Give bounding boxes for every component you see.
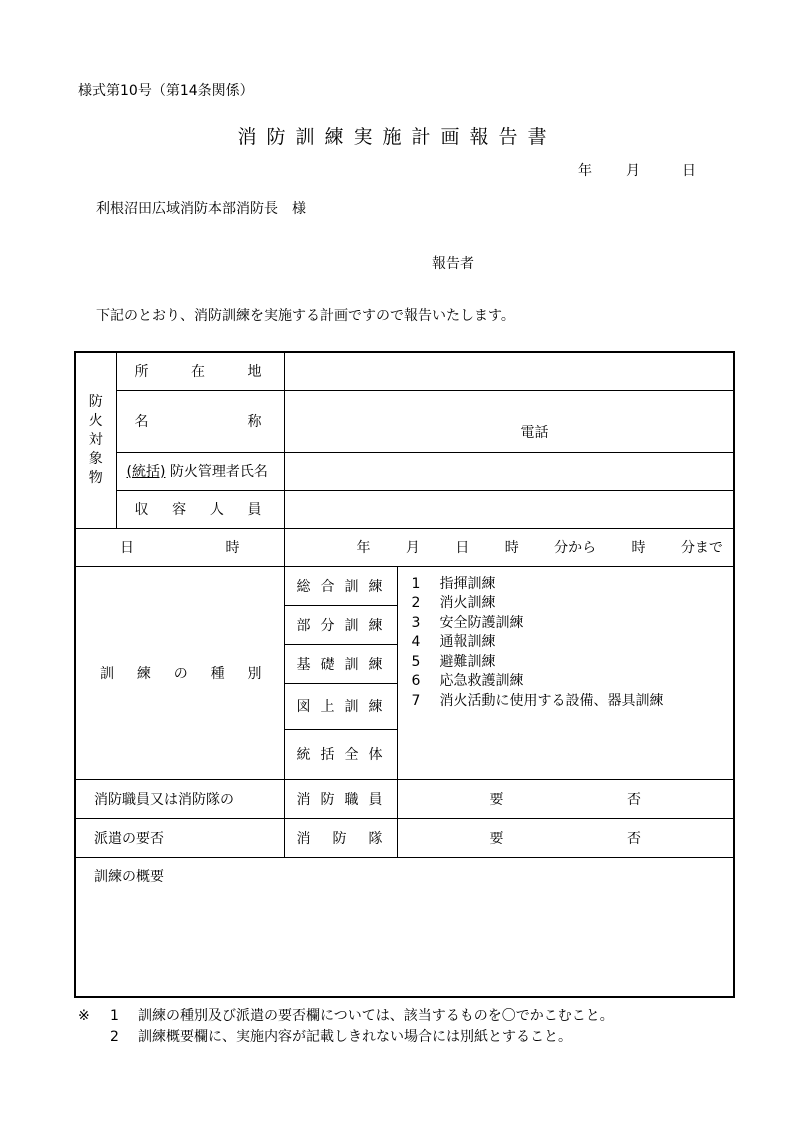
yes-option[interactable]: 要 [489,830,504,847]
list-item: 5 避難訓練 [411,653,496,670]
training-type-partial[interactable]: 部 分 訓 練 [284,605,397,644]
manager-label: (統括) 防火管理者氏名 [116,452,284,490]
note-item: ※ 1 訓練の種別及び派遣の要否欄については、該当するものを〇でかこむこと。 [78,1006,614,1027]
no-option[interactable]: 否 [627,791,641,808]
form-number: 様式第10号（第14条関係） [78,83,254,99]
training-summary-label: 訓練の概要 [94,868,164,885]
training-type-comprehensive[interactable]: 総 合 訓 練 [284,566,397,605]
report-table [74,351,735,998]
training-summary-field[interactable] [75,857,734,997]
location-label: 所 在 地 [116,352,284,390]
datetime-label: 日 時 [75,528,284,566]
fire-prevention-object-label: 防 火 対 象 物 [75,352,116,528]
name-label: 名 称 [116,390,284,452]
dispatch-label-line1: 消防職員又は消防隊の [75,779,284,818]
date-year-label: 年 [578,163,592,179]
list-item: 4 通報訓練 [411,634,496,650]
training-type-basic[interactable]: 基 礎 訓 練 [284,644,397,683]
phone-label: 電話 [520,424,549,441]
capacity-field[interactable] [284,490,734,528]
list-item: 1 指揮訓練 [411,575,496,592]
reporter-label: 報告者 [432,256,474,272]
notes [78,1006,614,1048]
list-item: 7 消火活動に使用する設備、器具訓練 [411,692,664,709]
intro-text: 下記のとおり、消防訓練を実施する計画ですので報告いたします。 [96,308,515,324]
dispatch-staff-label: 消 防 職 員 [284,779,397,818]
list-item: 2 消火訓練 [411,595,496,611]
document-title: 消防訓練実施計画報告書 [237,126,557,148]
training-kind-label: 訓 練 の 種 別 [75,566,284,779]
date-month-label: 月 [626,163,640,179]
list-item: 6 応急救護訓練 [411,673,524,689]
training-type-overall[interactable]: 統 括 全 体 [284,729,397,779]
dispatch-label-line2: 派遣の要否 [75,818,284,857]
date-day-label: 日 [682,163,696,179]
report-date [578,160,696,180]
datetime-field[interactable]: 年 月 日 時 分から 時 分まで [284,528,734,566]
name-field[interactable] [284,390,734,452]
manager-prefix: (統括) [126,464,166,480]
location-field[interactable] [284,352,734,390]
training-type-tabletop[interactable]: 図 上 訓 練 [284,683,397,729]
no-option[interactable]: 否 [627,830,641,847]
manager-field[interactable] [284,452,734,490]
addressee: 利根沼田広域消防本部消防長 様 [96,201,306,217]
dispatch-team-label: 消 防 隊 [284,818,397,857]
training-items-list [397,566,734,779]
yes-option[interactable]: 要 [489,791,504,808]
list-item: 3 安全防護訓練 [411,614,524,631]
dispatch-staff-choice[interactable] [397,779,734,818]
note-mark: ※ [78,1008,90,1024]
dispatch-team-choice[interactable] [397,818,734,857]
note-item: 2 訓練概要欄に、実施内容が記載しきれない場合には別紙とすること。 [110,1029,572,1045]
capacity-label: 収 容 人 員 [116,490,284,528]
